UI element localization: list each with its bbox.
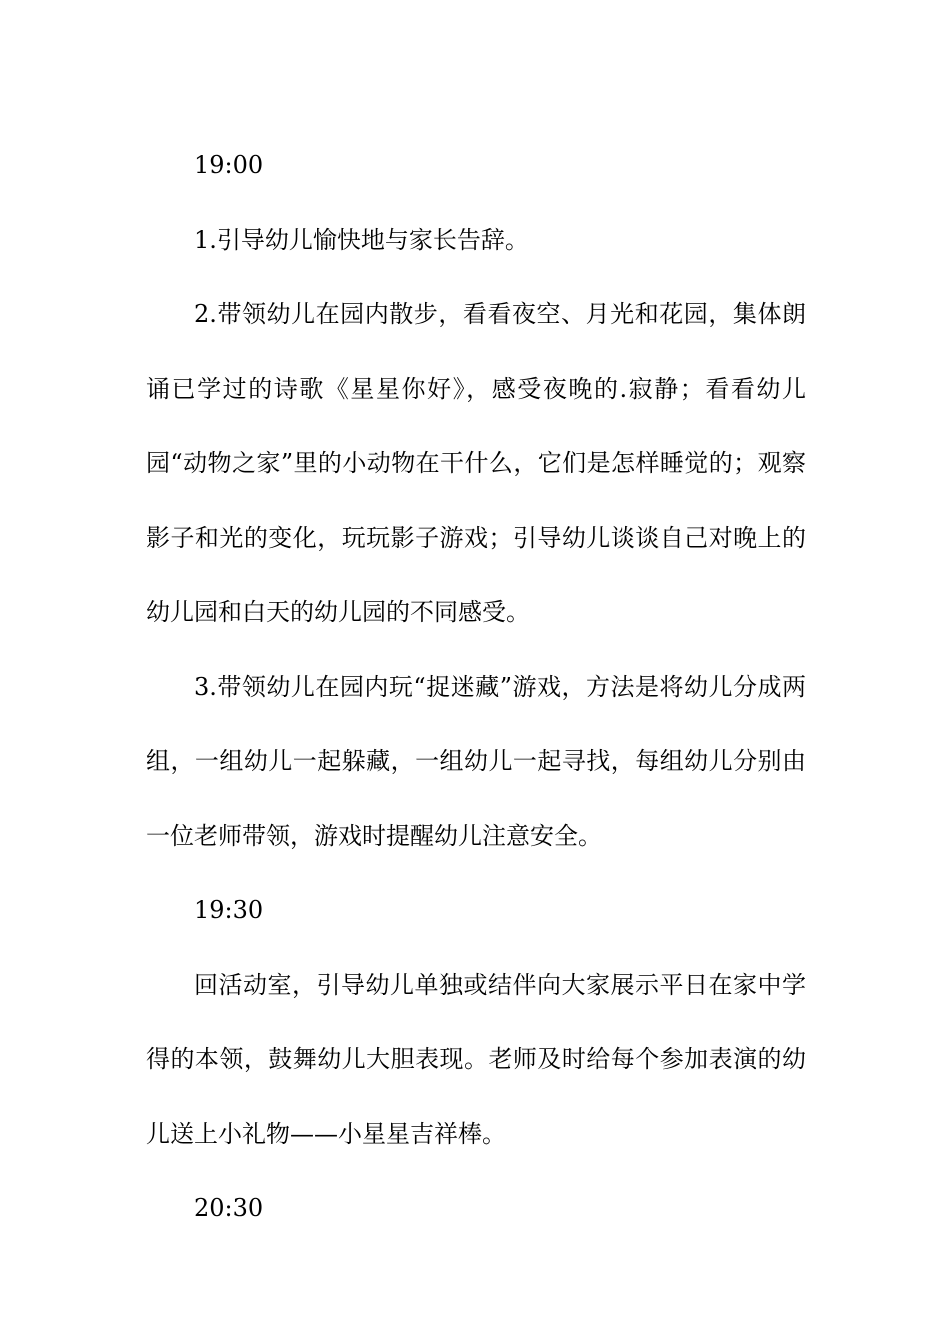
document-body xyxy=(146,128,806,1246)
activity-paragraph-2: 2.带领幼儿在园内散步，看看夜空、月光和花园，集体朗诵已学过的诗歌《星星你好》，感受夜晚的.寂静；看看幼儿园“动物之家”里的小动物在干什么，它们是怎样睡觉的；观察影子和光的变化，玩玩影子游戏；引导幼儿谈谈自己对晚上的幼儿园和白天的幼儿园的不同感受。 xyxy=(146,300,806,626)
time-heading-1900: 19:00 xyxy=(194,151,264,179)
time-heading-1930: 19:30 xyxy=(194,896,264,924)
activity-paragraph-1: 1.引导幼儿愉快地与家长告辞。 xyxy=(194,225,529,254)
activity-paragraph-4: 回活动室，引导幼儿单独或结伴向大家展示平日在家中学得的本领，鼓舞幼儿大胆表现。老师及时给每个参加表演的幼儿送上小礼物——小星星吉祥棒。 xyxy=(146,970,806,1148)
activity-paragraph-3: 3.带领幼儿在园内玩“捉迷藏”游戏，方法是将幼儿分成两组，一组幼儿一起躲藏，一组幼儿一起寻找，每组幼儿分别由一位老师带领，游戏时提醒幼儿注意安全。 xyxy=(146,672,806,850)
time-heading-2030: 20:30 xyxy=(194,1194,264,1222)
